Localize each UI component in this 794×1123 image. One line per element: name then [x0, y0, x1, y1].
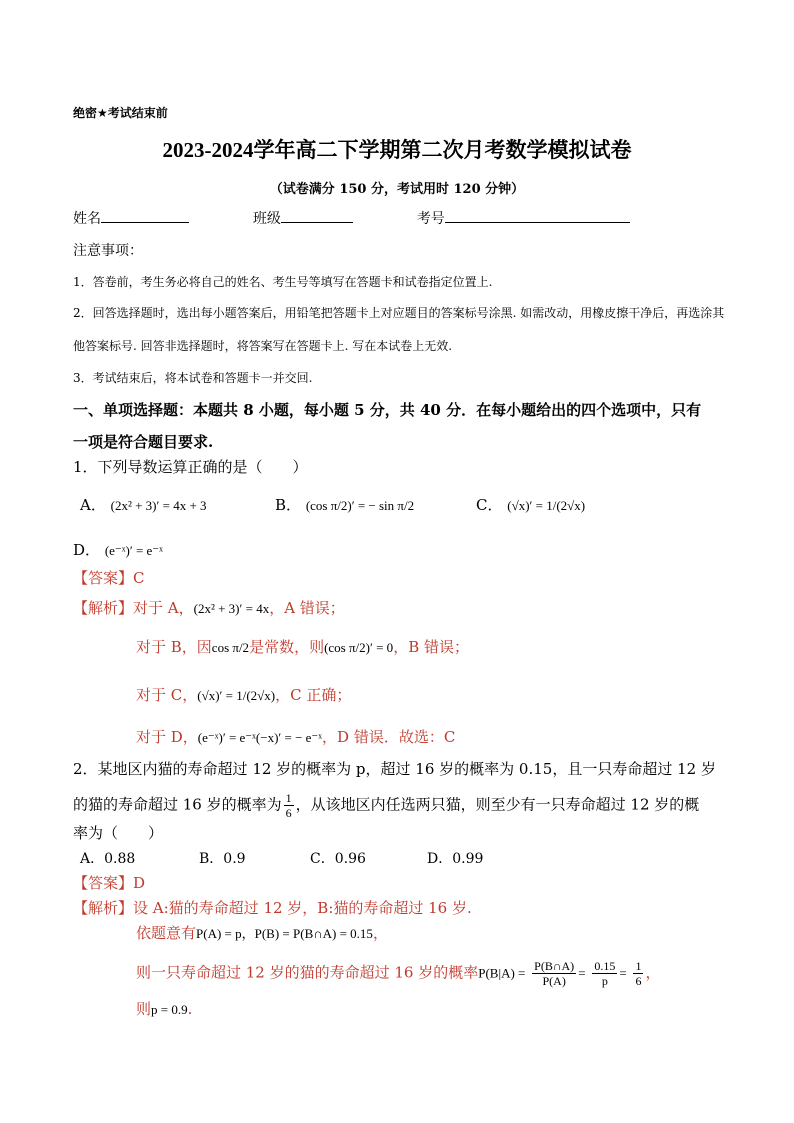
q1-option-a-expr: (2x² + 3)′ = 4x + 3: [110, 498, 207, 513]
q1-option-c[interactable]: [476, 494, 585, 515]
q1-option-d-label: D．: [73, 541, 101, 559]
q2-analysis-line2-pre: 依题意有: [136, 924, 197, 942]
q2-stem-line2-post: ，从该地区内任选两只猫，则至少有一只寿命超过 12 岁的概: [295, 795, 700, 814]
q1-option-a[interactable]: [80, 494, 207, 515]
note-1: 1．答卷前，考生务必将自己的姓名、考生号等填写在答题卡和试卷指定位置上.: [73, 275, 493, 289]
class-label: 班级: [252, 211, 281, 227]
q2-option-c[interactable]: C．0.96: [310, 851, 366, 867]
q1-answer-value: C: [133, 569, 145, 587]
q1-analysis-c-post: ，C 正确；: [275, 686, 352, 704]
secret-label: 绝密★考试结束前: [73, 106, 168, 120]
q2-analysis-line2-expr: P(A) = p，P(B) = P(B∩A) = 0.15: [196, 926, 373, 941]
q2-option-a[interactable]: A．0.88: [80, 851, 136, 867]
page-title: 2023-2024学年高二下学期第二次月考数学模拟试卷: [162, 138, 632, 162]
q2-fraction-one-sixth-b: $\frac{1}{6}$: [635, 959, 642, 988]
q1-analysis-d-post: ，D 错误．故选：C: [322, 728, 456, 746]
q1-option-d-expr: (e⁻ˣ)′ = e⁻ˣ: [104, 543, 163, 558]
name-blank[interactable]: [101, 222, 189, 223]
q1-analysis-b-cos: cos π/2: [211, 640, 250, 655]
q1-analysis-c: [136, 684, 351, 705]
notes-heading: 注意事项：: [73, 243, 143, 259]
q1-analysis-b-expr: = 0: [376, 640, 394, 655]
q2-answer: [73, 872, 145, 893]
q1-answer-tag: 【答案】: [73, 569, 134, 587]
q2-analysis-line4-pre: 则: [136, 1000, 152, 1018]
section-heading-line1: 一、单项选择题：本题共 8 小题，每小题 5 分，共 40 分．在每小题给出的四个选项中，只有: [73, 401, 702, 419]
q1-analysis-b-deriv: (cos π/2)′: [324, 640, 377, 655]
q2-stem-line1: 2．某地区内猫的寿命超过 12 岁的概率为 p，超过 16 岁的概率为 0.15，且一只寿命超过 12 岁: [73, 760, 716, 778]
q2-analysis-line4-expr: p = 0.9: [151, 1002, 188, 1017]
class-blank[interactable]: [281, 222, 353, 223]
q2-stem-line2: [73, 792, 699, 819]
note-2a: 2．回答选择题时，选出每小题答案后，用铅笔把答题卡上对应题目的答案标号涂黑. 如需改动，用橡皮擦干净后，再选涂其: [73, 306, 725, 320]
student-info-row: [73, 208, 630, 228]
q2-analysis-line3: 则一只寿命超过 12 岁的猫的寿命超过 16 岁的概率P(B|A) = $\frac{P(B\cap A)}{P(A)}$ = $\frac{0.15}{p}$ = $\frac{1}{6}$ ，: [136, 959, 661, 988]
q2-analysis-line4: [136, 998, 192, 1019]
q1-option-c-expr: (√x)′ = 1/(2√x): [507, 498, 586, 513]
q1-analysis-b-mid: 是常数，则: [249, 638, 325, 656]
q2-analysis-line1: [73, 897, 472, 918]
q1-option-b-label: B．: [275, 496, 302, 514]
note-2b: 他答案标号. 回答非选择题时，将答案写在答题卡上. 写在本试卷上无效.: [73, 339, 453, 353]
q1-option-c-label: C．: [476, 496, 503, 514]
q1-analysis-b: [136, 636, 469, 657]
q2-fraction-015-p: $\frac{0.15}{p}$: [594, 959, 616, 988]
exam-no-blank[interactable]: [445, 222, 630, 223]
q2-answer-value: D: [133, 874, 146, 892]
name-label: 姓名: [73, 211, 101, 227]
page-subtitle: （试卷满分 150 分，考试用时 120 分钟）: [269, 182, 525, 197]
q1-analysis-tag: 【解析】: [73, 599, 134, 617]
q2-stem-line3: 率为（ ）: [73, 824, 164, 842]
q2-option-d[interactable]: D．0.99: [427, 851, 484, 867]
q2-analysis-line3-pre: 则一只寿命超过 12 岁的猫的寿命超过 16 岁的概率: [136, 963, 479, 982]
q1-stem: 1．下列导数运算正确的是（ ）: [73, 458, 308, 476]
q1-analysis-a-post: ，A 错误；: [269, 599, 345, 617]
q2-analysis-line1-text: 设 A:猫的寿命超过 12 岁，B:猫的寿命超过 16 岁.: [133, 899, 472, 917]
q1-analysis-d-expr: (e⁻ˣ)′ = e⁻ˣ(−x)′ = − e⁻ˣ: [197, 730, 323, 745]
exam-no-label: 考号: [416, 211, 445, 227]
q1-analysis-a-expr: (2x² + 3)′ = 4x: [193, 601, 270, 616]
q1-analysis-d: [136, 726, 455, 747]
q1-analysis-c-pre: 对于 C，: [136, 686, 198, 704]
q2-stem-line2-pre: 的猫的寿命超过 16 岁的概率为: [73, 795, 282, 814]
q1-analysis-a: [73, 597, 345, 618]
q2-option-b[interactable]: B．0.9: [199, 851, 246, 867]
q2-answer-tag: 【答案】: [73, 874, 134, 892]
q1-analysis-c-expr: (√x)′ = 1/(2√x): [197, 688, 276, 703]
q1-analysis-a-pre: 对于 A，: [133, 599, 194, 617]
q2-analysis-line4-post: .: [187, 1000, 193, 1018]
q2-fraction-one-sixth: $\frac{1}{6}$: [285, 791, 292, 820]
note-3: 3．考试结束后，将本试卷和答题卡一并交回.: [73, 371, 313, 385]
q1-option-a-label: A．: [80, 496, 106, 514]
q1-option-d[interactable]: [73, 539, 163, 560]
q2-fraction-conditional: $\frac{P(B\cap A)}{P(A)}$: [534, 959, 575, 988]
section-heading-line2: 一项是符合题目要求.: [73, 433, 214, 451]
q2-analysis-line3-expr: P(B|A) =: [478, 965, 526, 981]
q1-analysis-d-pre: 对于 D，: [136, 728, 198, 746]
q1-option-b-expr: (cos π/2)′ = − sin π/2: [305, 498, 415, 513]
q1-answer: [73, 567, 145, 588]
q2-analysis-line2-post: ，: [372, 924, 388, 942]
q2-analysis-tag: 【解析】: [73, 899, 134, 917]
q1-analysis-b-pre: 对于 B，因: [136, 638, 212, 656]
q2-analysis-line2: [136, 922, 388, 943]
q1-option-b[interactable]: [275, 494, 414, 515]
q1-analysis-b-post: ，B 错误；: [393, 638, 469, 656]
